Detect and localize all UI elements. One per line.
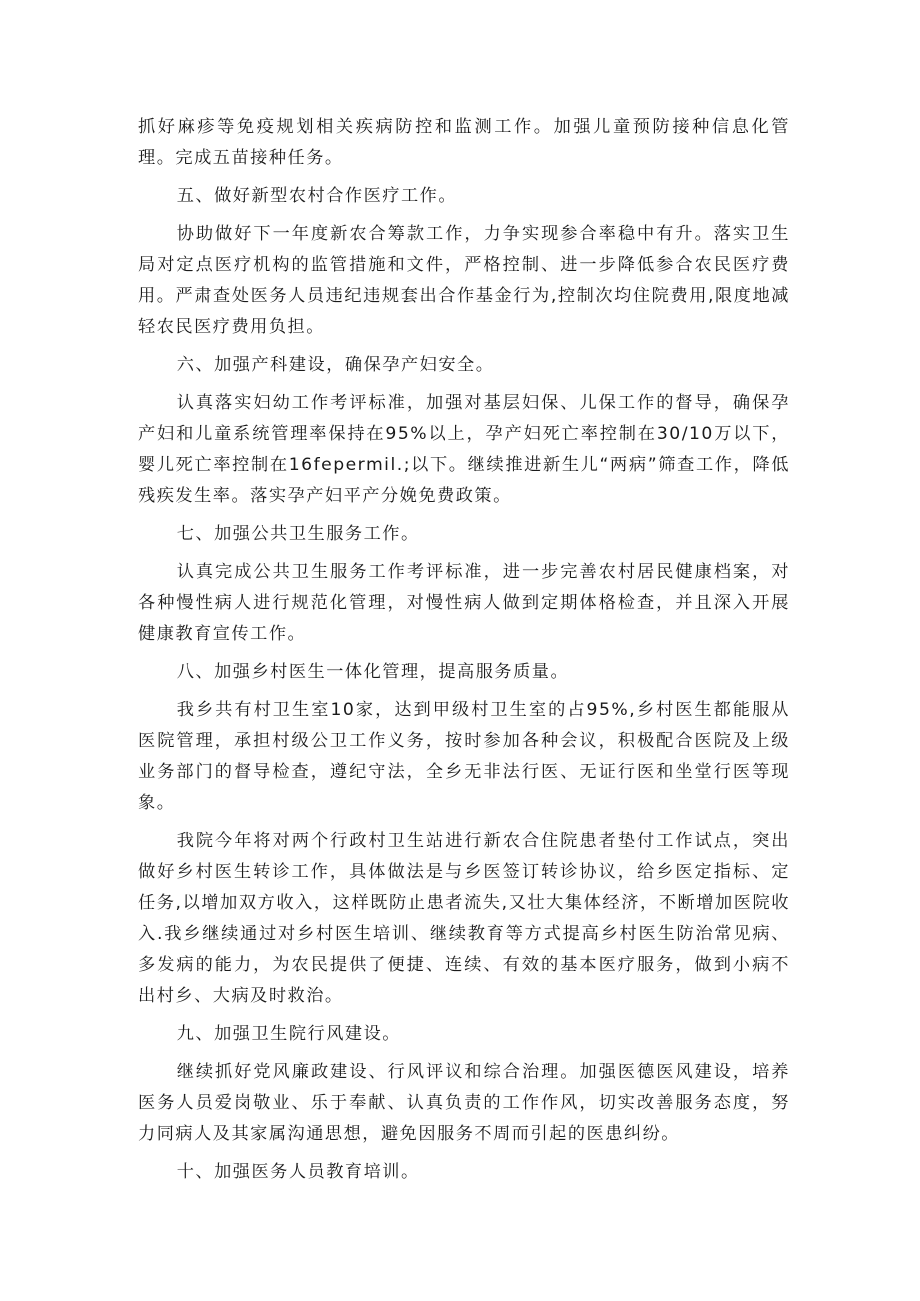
paragraph: 协助做好下一年度新农合筹款工作，力争实现参合率稳中有升。落实卫生局对定点医疗机构的监管措施和文件，严格控制、进一步降低参合农民医疗费用。严肃查处医务人员违纪违规套出合作基金行为,控制次均住院费用,限度地减轻农民医疗费用负担。 — [138, 224, 790, 337]
paragraph-continued: 抓好麻疹等免疫规划相关疾病防控和监测工作。加强儿童预防接种信息化管理。完成五苗接种任务。 — [138, 117, 790, 168]
section-heading-8: 八、加强乡村医生一体化管理，提高服务质量。 — [176, 662, 570, 682]
document-body — [138, 112, 790, 1188]
paragraph: 我乡共有村卫生室10家，达到甲级村卫生室的占95%,乡村医生都能服从医院管理，承担村级公卫工作义务，按时参加各种会议，积极配合医院及上级业务部门的督导检查，遵纪守法，全乡无非法行医、无证行医和坐堂行医等现象。 — [138, 700, 790, 813]
paragraph: 认真完成公共卫生服务工作考评标准，进一步完善农村居民健康档案，对各种慢性病人进行规范化管理，对慢性病人做到定期体格检查，并且深入开展健康教育宣传工作。 — [138, 562, 790, 644]
paragraph: 我院今年将对两个行政村卫生站进行新农合住院患者垫付工作试点，突出做好乡村医生转诊工作，具体做法是与乡医签订转诊协议，给乡医定指标、定任务,以增加双方收入，这样既防止患者流失,又壮大集体经济，不断增加医院收入.我乡继续通过对乡村医生培训、继续教育等方式提高乡村医生防治常见病、多发病的能力，为农民提供了便捷、连续、有效的基本医疗服务，做到小病不出村乡、大病及时救治。 — [138, 831, 790, 1006]
section-heading-10: 十、加强医务人员教育培训。 — [176, 1162, 420, 1182]
paragraph: 继续抓好党风廉政建设、行风评议和综合治理。加强医德医风建设，培养医务人员爱岗敬业、乐于奉献、认真负责的工作作风，切实改善服务态度，努力同病人及其家属沟通思想，避免因服务不周而引起的医患纠纷。 — [138, 1062, 790, 1144]
paragraph: 认真落实妇幼工作考评标准，加强对基层妇保、儿保工作的督导，确保孕产妇和儿童系统管理率保持在95%以上，孕产妇死亡率控制在30/10万以下，婴儿死亡率控制在16fepermil.;以下。继续推进新生儿“两病”筛查工作，降低残疾发生率。落实孕产妇平产分娩免费政策。 — [138, 393, 790, 506]
section-heading-5: 五、做好新型农村合作医疗工作。 — [176, 186, 458, 206]
section-heading-9: 九、加强卫生院行风建设。 — [176, 1024, 401, 1044]
section-heading-7: 七、加强公共卫生服务工作。 — [176, 524, 420, 544]
section-heading-6: 六、加强产科建设，确保孕产妇安全。 — [176, 355, 495, 375]
